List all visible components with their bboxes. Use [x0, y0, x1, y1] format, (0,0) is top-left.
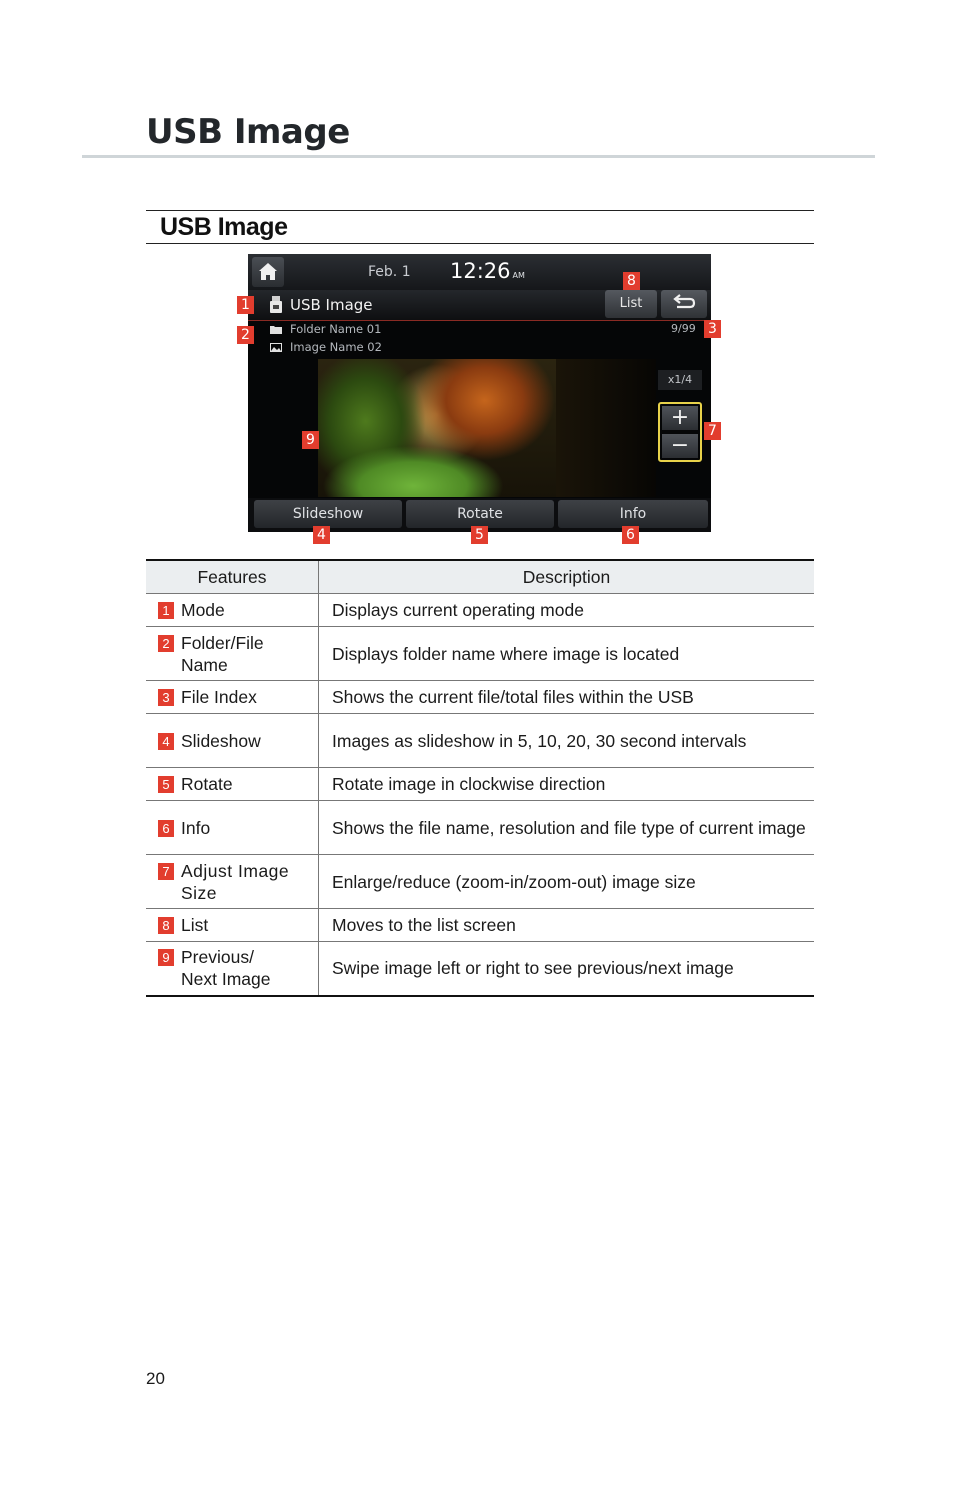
- feature-name: Slideshow: [181, 730, 261, 751]
- row-number-badge: 2: [158, 635, 174, 652]
- table-row: [146, 681, 814, 714]
- table-row: [146, 801, 814, 855]
- callout-3: 3: [704, 320, 721, 338]
- row-number-badge: 5: [158, 776, 174, 793]
- feature-name: Mode: [181, 600, 225, 620]
- feature-cell: [146, 627, 319, 681]
- slideshow-button[interactable]: Slideshow: [254, 500, 402, 528]
- feature-cell: [146, 594, 319, 627]
- info-button[interactable]: Info: [558, 500, 708, 528]
- description-cell: Shows the file name, resolution and file type of current image: [319, 801, 815, 855]
- feature-name: Rotate: [181, 774, 233, 794]
- feature-cell: [146, 768, 319, 801]
- section-title: USB Image: [160, 213, 288, 241]
- home-icon: [252, 257, 284, 287]
- description-cell: Shows the current file/total files within the USB: [319, 681, 815, 714]
- image-name-row: [270, 340, 382, 354]
- row-number-badge: 8: [158, 917, 174, 934]
- table-row: [146, 768, 814, 801]
- table-row: [146, 594, 814, 627]
- image-name: Image Name 02: [290, 340, 382, 354]
- home-button[interactable]: [252, 257, 284, 287]
- features-header: Features: [146, 560, 319, 594]
- zoom-in-button[interactable]: +: [662, 406, 698, 430]
- callout-8: 8: [623, 272, 640, 290]
- description-cell: Swipe image left or right to see previous/next image: [319, 942, 815, 996]
- rotate-button[interactable]: Rotate: [406, 500, 554, 528]
- row-number-badge: 7: [158, 863, 174, 880]
- callout-4: 4: [313, 526, 330, 544]
- section-bar: [146, 210, 814, 244]
- displayed-image-edge: [556, 359, 656, 497]
- zoom-out-button[interactable]: −: [662, 434, 698, 458]
- clock-time-value: 12:26: [450, 259, 511, 283]
- row-number-badge: 9: [158, 949, 174, 966]
- folder-name: Folder Name 01: [290, 322, 382, 336]
- description-header: Description: [319, 560, 815, 594]
- zoom-controls: [658, 402, 702, 462]
- feature-cell: [146, 855, 319, 909]
- feature-name: File Index: [181, 687, 257, 707]
- feature-name: Info: [181, 817, 211, 838]
- callout-7: 7: [704, 422, 721, 440]
- file-index: 9/99: [671, 322, 696, 335]
- page-number: 20: [146, 1369, 165, 1388]
- folder-icon: [270, 325, 282, 334]
- feature-cell: [146, 942, 319, 996]
- description-cell: Displays folder name where image is located: [319, 627, 815, 681]
- table-row: [146, 909, 814, 942]
- displayed-image[interactable]: [318, 359, 556, 497]
- page-header: USB Image: [146, 112, 350, 152]
- description-cell: Images as slideshow in 5, 10, 20, 30 second intervals: [319, 714, 815, 768]
- table-row: [146, 714, 814, 768]
- description-cell: Rotate image in clockwise direction: [319, 768, 815, 801]
- clock-time: [450, 259, 525, 283]
- clock-ampm: AM: [512, 271, 525, 280]
- callout-2: 2: [237, 326, 254, 344]
- feature-name: List: [181, 915, 209, 935]
- clock-date: Feb. 1: [368, 264, 411, 280]
- header-rule: [82, 155, 875, 158]
- callout-1: 1: [237, 296, 254, 314]
- feature-name: Previous/ Next Image: [181, 947, 271, 990]
- feature-cell: [146, 714, 319, 768]
- table-row: [146, 627, 814, 681]
- list-button[interactable]: List: [605, 290, 657, 318]
- row-number-badge: 6: [158, 820, 174, 837]
- callout-9: 9: [302, 431, 319, 449]
- features-table: [146, 559, 814, 997]
- mode-label: USB Image: [290, 296, 373, 314]
- row-number-badge: 4: [158, 733, 174, 750]
- callout-6: 6: [622, 526, 639, 544]
- feature-name: Folder/File Name: [181, 632, 264, 675]
- zoom-level: x1/4: [658, 370, 702, 390]
- usb-icon: [269, 296, 283, 314]
- description-cell: Enlarge/reduce (zoom-in/zoom-out) image size: [319, 855, 815, 909]
- row-number-badge: 1: [158, 602, 174, 619]
- table-row: [146, 942, 814, 996]
- feature-cell: [146, 909, 319, 942]
- back-icon: [661, 290, 707, 318]
- description-cell: Moves to the list screen: [319, 909, 815, 942]
- image-icon: [270, 343, 282, 352]
- back-button[interactable]: [661, 290, 707, 318]
- feature-name: Adjust Image Size: [181, 860, 290, 903]
- usb-image-screen: [248, 254, 711, 532]
- table-row: [146, 855, 814, 909]
- callout-5: 5: [471, 526, 488, 544]
- folder-name-row: [270, 322, 381, 336]
- table-header-row: [146, 560, 814, 594]
- row-number-badge: 3: [158, 689, 174, 706]
- feature-cell: [146, 801, 319, 855]
- description-cell: Displays current operating mode: [319, 594, 815, 627]
- feature-cell: [146, 681, 319, 714]
